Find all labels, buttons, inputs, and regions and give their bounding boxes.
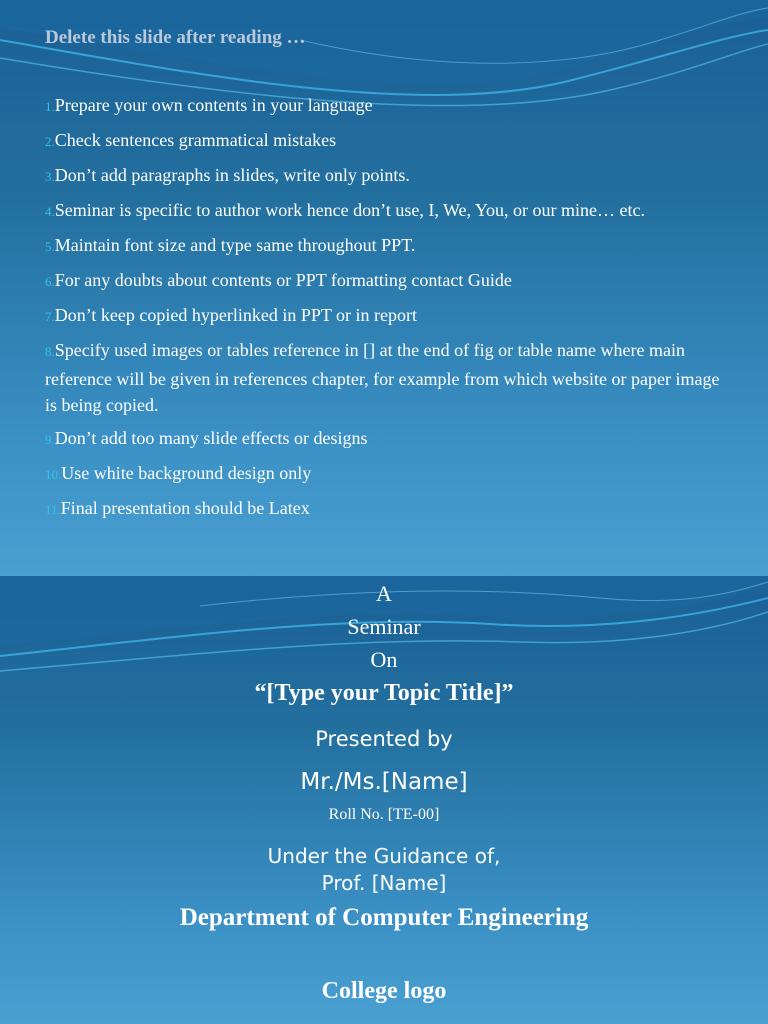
item-text: Don’t add paragraphs in slides, write only points. xyxy=(54,165,410,185)
line-seminar: Seminar xyxy=(347,614,421,639)
list-item xyxy=(45,460,735,489)
list-item xyxy=(45,302,735,331)
roll-number: Roll No. [TE-00] xyxy=(328,806,440,823)
guide-name: Prof. [Name] xyxy=(321,871,447,895)
item-number: 4. xyxy=(45,204,55,219)
item-text: For any doubts about contents or PPT formatting contact Guide xyxy=(54,270,512,290)
item-number: 8. xyxy=(45,344,55,359)
list-item xyxy=(45,197,735,226)
item-number: 9. xyxy=(45,432,55,447)
line-a: A xyxy=(376,581,392,606)
department-name: Department of Computer Engineering xyxy=(179,904,589,931)
topic-title: “[Type your Topic Title]” xyxy=(254,680,514,706)
item-text: Specify used images or tables reference in [] at the end of fig or table name where main reference will be given in references chapter, for example from which website or paper image is being copied. xyxy=(45,340,720,415)
guidance-label: Under the Guidance of, xyxy=(267,844,501,868)
list-item xyxy=(45,127,735,156)
item-number: 2. xyxy=(45,134,55,149)
title-slide xyxy=(0,576,768,1024)
item-text: Use white background design only xyxy=(61,463,312,483)
line-on: On xyxy=(370,647,398,672)
item-text: Don’t keep copied hyperlinked in PPT or in report xyxy=(54,305,418,325)
item-text: Check sentences grammatical mistakes xyxy=(54,130,337,150)
item-text: Seminar is specific to author work hence don’t use, I, We, You, or our mine… etc. xyxy=(54,200,646,220)
presenter-name: Mr./Ms.[Name] xyxy=(300,769,468,795)
list-item xyxy=(45,162,735,191)
item-text: Final presentation should be Latex xyxy=(60,498,310,518)
presented-by: Presented by xyxy=(315,727,453,751)
item-number: 7. xyxy=(45,309,55,324)
item-text: Maintain font size and type same throughout PPT. xyxy=(54,235,416,255)
list-item xyxy=(45,92,735,121)
instruction-list xyxy=(45,92,735,530)
item-number: 3. xyxy=(45,169,55,184)
item-number: 1. xyxy=(45,99,55,114)
list-item xyxy=(45,267,735,296)
item-number: 6. xyxy=(45,274,55,289)
item-number: 11. xyxy=(45,502,61,517)
item-number: 10. xyxy=(45,467,62,482)
item-number: 5. xyxy=(45,239,55,254)
item-text: Don’t add too many slide effects or designs xyxy=(54,428,368,448)
list-item xyxy=(45,495,735,524)
list-item xyxy=(45,337,735,419)
list-item xyxy=(45,232,735,261)
slide-header: Delete this slide after reading … xyxy=(45,27,306,48)
item-text: Prepare your own contents in your language xyxy=(54,95,373,115)
college-logo-placeholder: College logo xyxy=(321,978,447,1004)
list-item xyxy=(45,425,735,454)
